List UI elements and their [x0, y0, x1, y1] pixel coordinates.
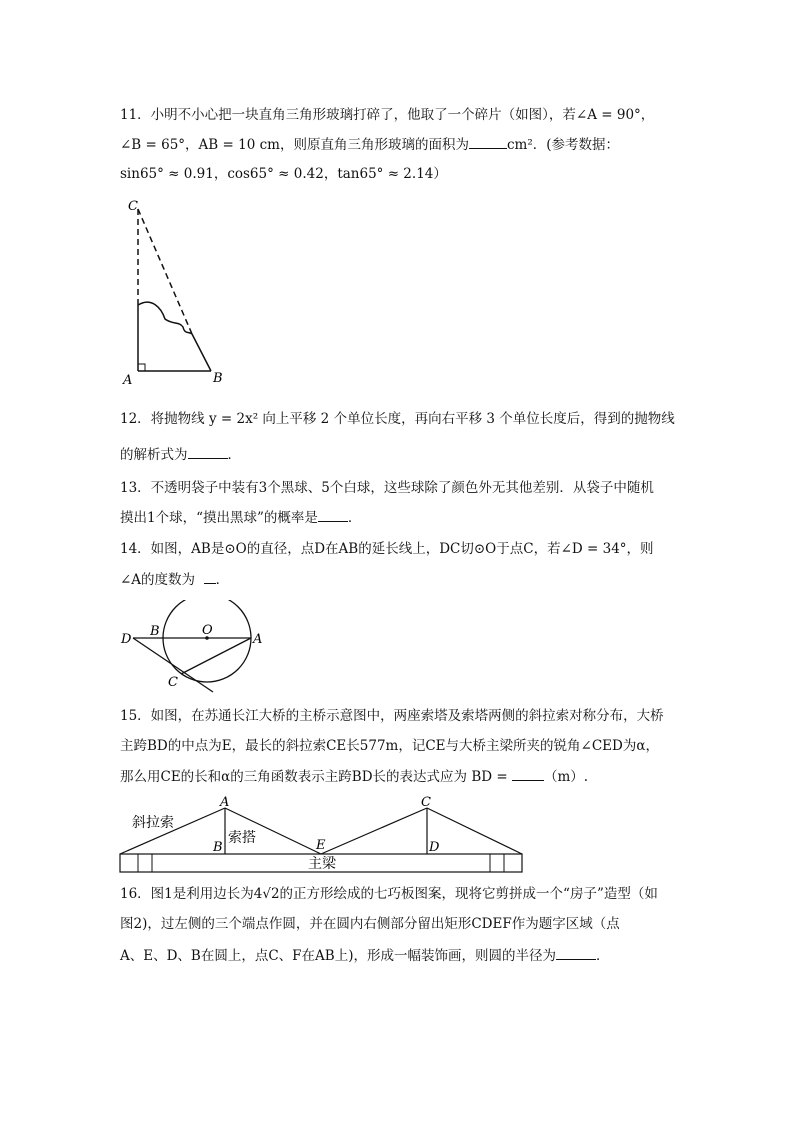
q11-label-b: B — [213, 371, 223, 386]
q14-line1: 14．如图，AB是⊙O的直径，点D在AB的延长线上，DC切⊙O于点C，若∠D = 34°，则 — [120, 541, 654, 557]
q12-line1: 12．将抛物线 y = 2x² 向上平移 2 个单位长度，再向右平移 3 个单位长度后，得到的抛物线 — [120, 411, 675, 427]
q16-text-b: ． — [595, 948, 610, 964]
q15-cable-right-outer — [427, 808, 522, 854]
q13-text-b: ． — [347, 510, 362, 526]
q12-text-a: 的解析式为 — [120, 447, 188, 463]
q13-text-a: 摸出1个球，“摸出黑球”的概率是 — [120, 510, 318, 526]
q14-answer-blank[interactable] — [204, 569, 216, 584]
q11-label-a: A — [123, 373, 133, 388]
q16-line3 — [120, 945, 609, 966]
q14-circle — [163, 600, 251, 682]
q13-answer-blank[interactable] — [318, 507, 348, 522]
q15-text-b: （m）. — [543, 769, 589, 785]
q11-answer-blank[interactable] — [469, 134, 507, 149]
q14-text-b: ． — [215, 572, 230, 588]
q16-text-a: A、E、D、B在圆上，点C、F在AB上)，形成一幅装饰画，则圆的半径为 — [120, 948, 556, 964]
q15-answer-blank[interactable] — [512, 766, 544, 781]
q14-label-a: A — [253, 632, 263, 647]
q15-label-e: E — [316, 838, 326, 853]
q11-dashed-cb — [138, 209, 192, 334]
q15-line3 — [120, 766, 588, 787]
q14-line2 — [120, 569, 229, 590]
q15-label-c: C — [421, 795, 431, 810]
q14-circle-figure — [115, 600, 275, 700]
q15-cable-ce — [321, 808, 427, 854]
q14-label-d: D — [121, 632, 132, 647]
q15-label-beam: 主梁 — [308, 856, 336, 872]
q14-label-c: C — [168, 675, 178, 690]
q15-label-cable: 斜拉索 — [132, 815, 174, 831]
q13-line2 — [120, 507, 361, 528]
q11-side-b — [192, 334, 211, 371]
q15-label-d: D — [429, 840, 440, 855]
q11-line2 — [120, 134, 619, 155]
q12-line2 — [120, 444, 241, 465]
q15-line1: 15．如图，在苏通长江大桥的主桥示意图中，两座索塔及索塔两侧的斜拉索对称分布，大桥 — [120, 708, 664, 724]
q11-line1: 11．小明不小心把一块直角三角形玻璃打碎了，他取了一个碎片（如图），若∠A = 90°， — [120, 107, 655, 123]
q11-label-c: C — [128, 199, 138, 214]
q14-label-o: O — [202, 623, 213, 638]
q11-text-a: ∠B = 65°，AB = 10 cm，则原直角三角形玻璃的面积为 — [120, 137, 469, 153]
q15-line2: 主跨BD的中点为E，最长的斜拉索CE长577m，记CE与大桥主梁所夹的锐角∠CED为α， — [120, 738, 659, 754]
q15-label-tower: 索搭 — [228, 830, 256, 846]
q12-text-b: ． — [227, 447, 241, 463]
q15-label-b: B — [213, 840, 223, 855]
q14-chord-ca — [181, 638, 251, 674]
q14-label-b: B — [150, 624, 160, 639]
q15-bridge-figure — [118, 794, 528, 876]
q11-line3: sin65° ≈ 0.91，cos65° ≈ 0.42，tan65° ≈ 2.14） — [120, 166, 447, 182]
q11-broken-edge — [138, 302, 192, 334]
q11-text-b: cm²．(参考数据： — [506, 137, 619, 153]
q11-triangle-figure — [115, 195, 235, 390]
q16-answer-blank[interactable] — [556, 945, 596, 960]
q12-answer-blank[interactable] — [188, 444, 228, 459]
q14-text-a: ∠A的度数为 — [120, 572, 196, 588]
q11-right-angle-mark — [138, 364, 145, 371]
q16-line1: 16．图1是利用边长为4√2的正方形绘成的七巧板图案，现将它剪拼成一个“房子”造型（如 — [120, 886, 658, 902]
q13-line1: 13．不透明袋子中装有3个黑球、5个白球，这些球除了颜色外无其他差别．从袋子中随机 — [120, 480, 654, 496]
q16-line2: 图2)，过左侧的三个端点作圆，并在圆内右侧部分留出矩形CDEF作为题字区域（点 — [120, 916, 620, 932]
q15-label-a: A — [220, 795, 230, 810]
q15-text-a: 那么用CE的长和α的三角函数表示主跨BD长的表达式应为 BD = — [120, 769, 508, 785]
